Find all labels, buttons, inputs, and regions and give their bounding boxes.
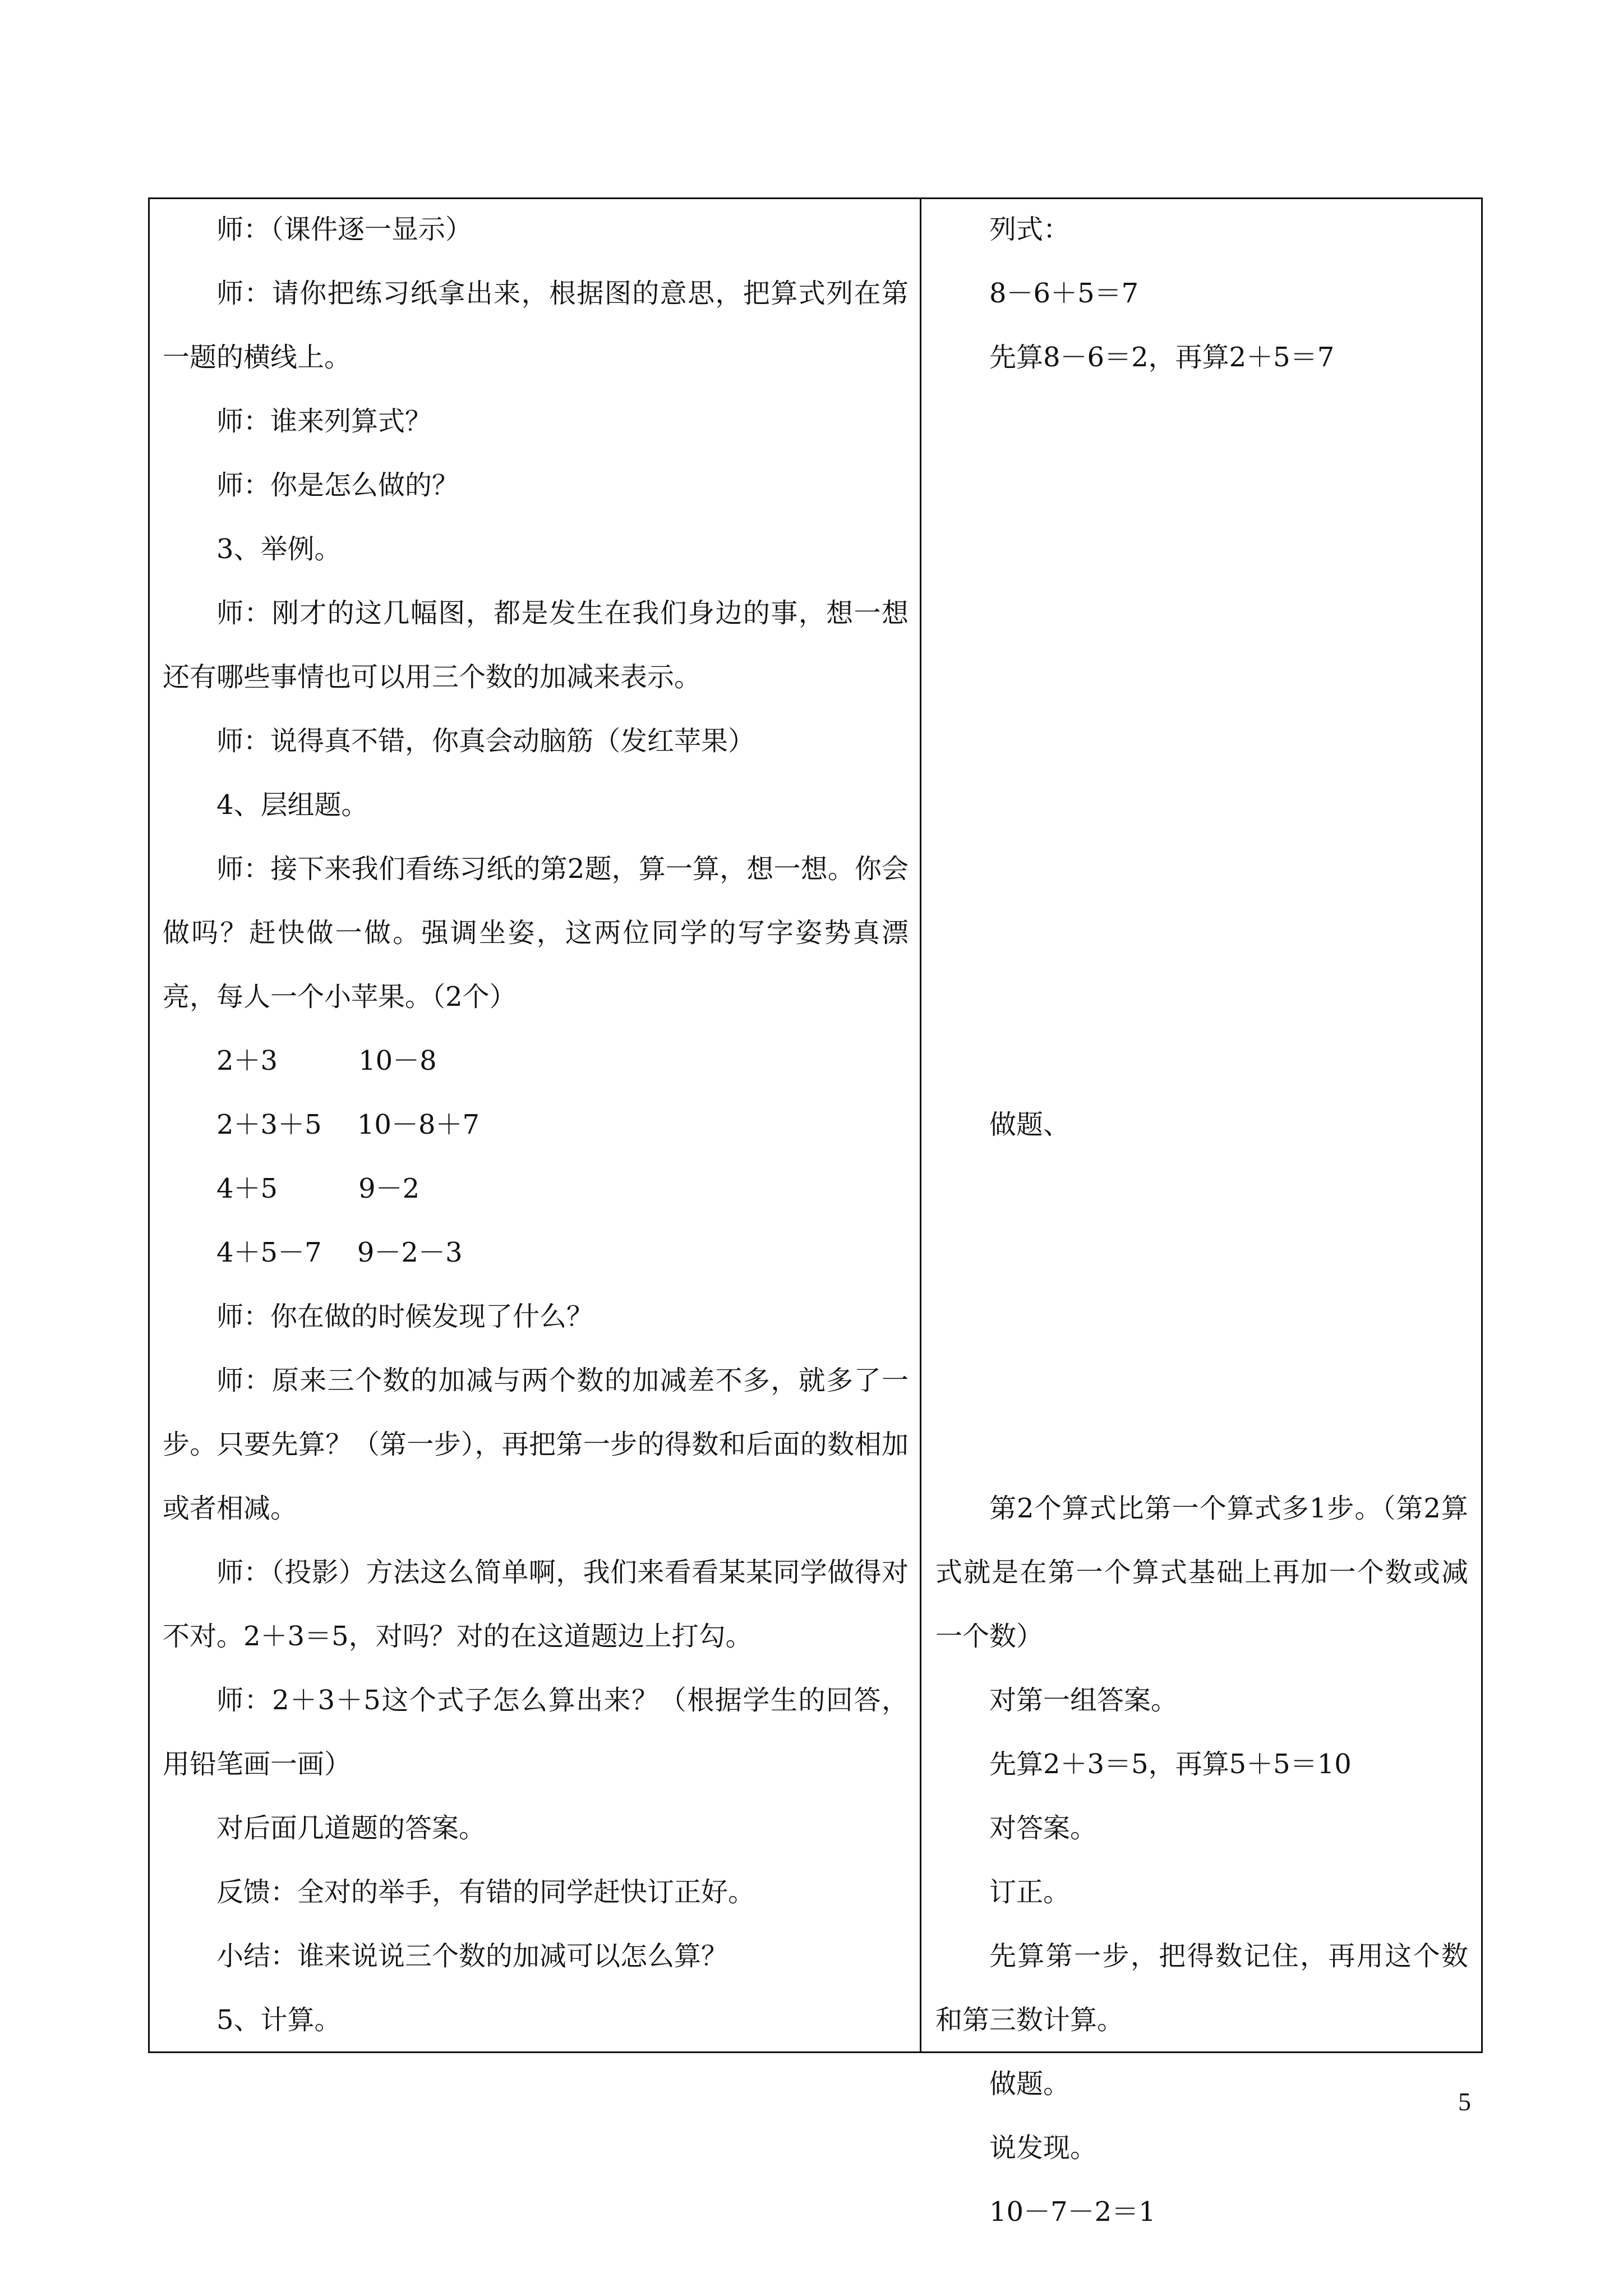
paragraph: 先算第一步，把得数记住，再用这个数和第三数计算。 bbox=[935, 1940, 1468, 2036]
paragraph: 对第一组答案。 bbox=[989, 1685, 1178, 1716]
exercise-row: 4＋5－7 9－2－3 bbox=[216, 1237, 463, 1268]
section-heading: 4、层组题。 bbox=[216, 789, 368, 821]
paragraph: 师：请你把练习纸拿出来，根据图的意思，把算式列在第一题的横线上。 bbox=[163, 278, 909, 373]
paragraph: 对后面几道题的答案。 bbox=[216, 1812, 486, 1844]
column-divider bbox=[920, 197, 921, 2053]
paragraph: 先算8－6＝2，再算2＋5＝7 bbox=[989, 342, 1335, 373]
paragraph: 师：（课件逐一显示） bbox=[216, 214, 473, 245]
teacher-activity-column bbox=[163, 197, 909, 2052]
paragraph: 师：你是怎么做的？ bbox=[216, 470, 459, 501]
paragraph: 师：刚才的这几幅图，都是发生在我们身边的事，想一想还有哪些事情也可以用三个数的加减来表示。 bbox=[163, 597, 909, 693]
paragraph: 师：接下来我们看练习纸的第2题，算一算，想一想。你会做吗？赶快做一做。强调坐姿，这两位同学的写字姿势真漂亮，每人一个小苹果。（2个） bbox=[163, 853, 909, 1013]
paragraph: 列式： bbox=[989, 214, 1071, 245]
paragraph: 先算2＋3＝5，再算5＋5＝10 bbox=[989, 1749, 1352, 1780]
paragraph: 做题、 bbox=[989, 1109, 1071, 1140]
section-heading: 5、计算。 bbox=[216, 2004, 342, 2036]
paragraph: 第2个算式比第一个算式多1步。（第2算式就是在第一个算式基础上再加一个数或减一个数） bbox=[935, 1493, 1468, 1652]
paragraph: 10－7－2＝1 bbox=[989, 2196, 1156, 2228]
paragraph: 反馈：全对的举手，有错的同学赶快订正好。 bbox=[216, 1876, 755, 1908]
exercise-row: 2＋3＋5 10－8＋7 bbox=[216, 1109, 480, 1140]
paragraph: 师：谁来列算式？ bbox=[216, 406, 432, 437]
paragraph: 师：（投影）方法这么简单啊，我们来看看某某同学做得对不对。2＋3＝5，对吗？对的在这道题边上打勾。 bbox=[163, 1557, 909, 1652]
exercise-row: 4＋5 9－2 bbox=[216, 1173, 420, 1204]
paragraph: 订正。 bbox=[989, 1876, 1071, 1908]
paragraph: 师：2＋3＋5这个式子怎么算出来？（根据学生的回答，用铅笔画一画） bbox=[163, 1685, 909, 1780]
page-number: 5 bbox=[1458, 2087, 1471, 2116]
paragraph: 做题。 bbox=[989, 2068, 1071, 2100]
paragraph: 对答案。 bbox=[989, 1812, 1098, 1844]
paragraph: 师：你在做的时候发现了什么？ bbox=[216, 1301, 594, 1332]
section-heading: 3、举例。 bbox=[216, 533, 342, 565]
paragraph: 师：说得真不错，你真会动脑筋（发红苹果） bbox=[216, 725, 755, 757]
paragraph: 师：原来三个数的加减与两个数的加减差不多，就多了一步。只要先算？（第一步），再把第一步的得数和后面的数相加或者相减。 bbox=[163, 1365, 909, 1524]
exercise-row: 2＋3 10－8 bbox=[216, 1045, 437, 1076]
student-activity-column bbox=[935, 197, 1468, 2244]
paragraph: 小结：谁来说说三个数的加减可以怎么算？ bbox=[216, 1940, 728, 1972]
paragraph: 说发现。 bbox=[989, 2132, 1098, 2164]
paragraph: 8－6＋5＝7 bbox=[989, 278, 1139, 309]
